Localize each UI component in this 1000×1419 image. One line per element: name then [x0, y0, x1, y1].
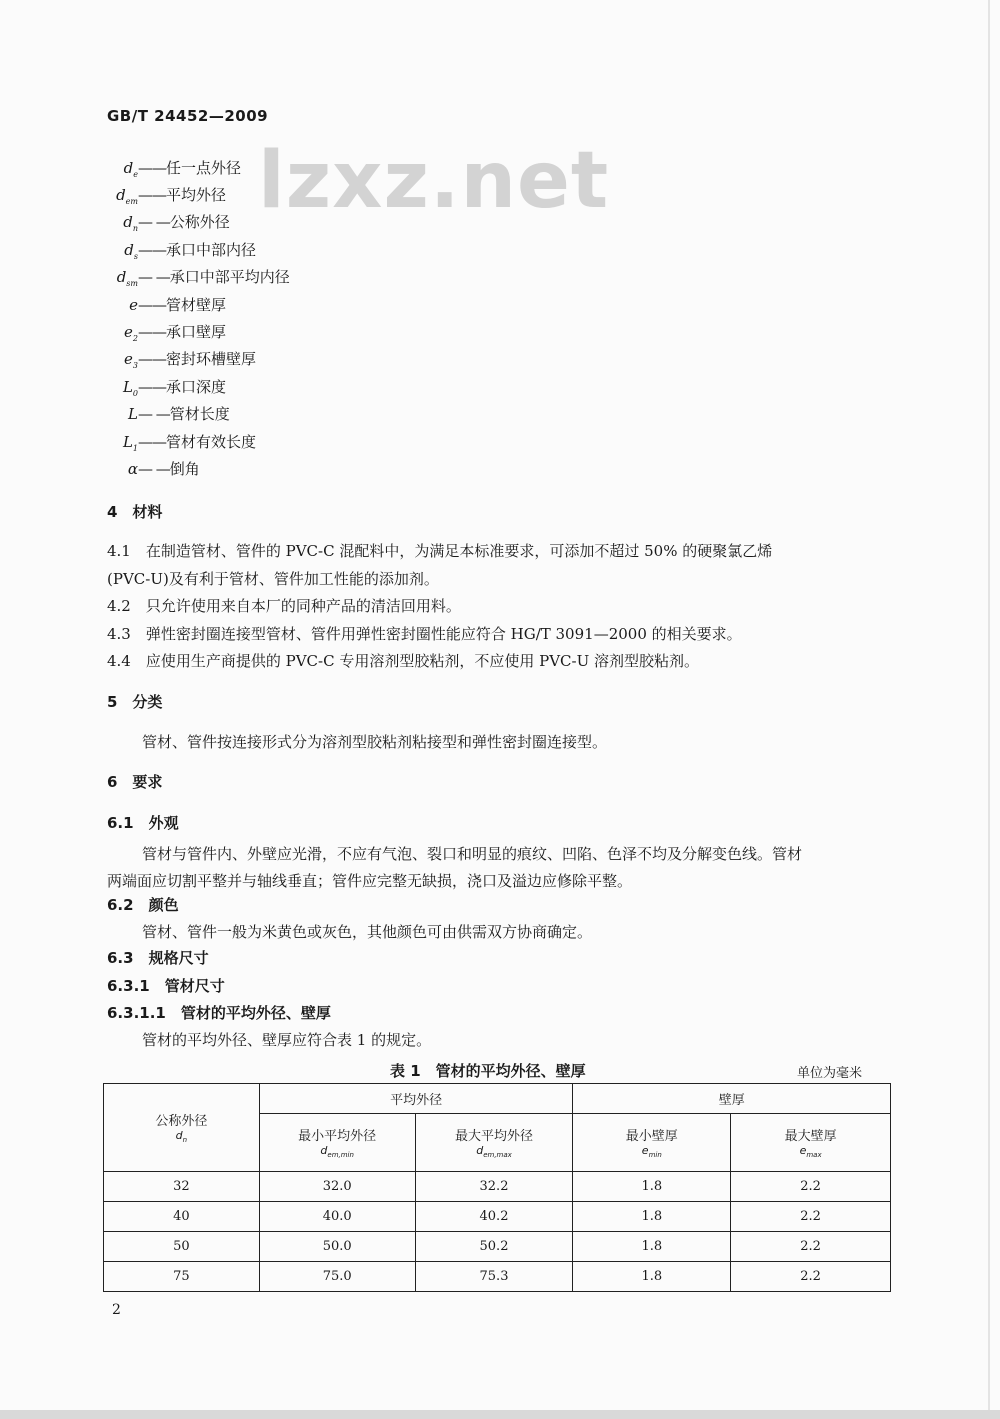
table-row: 40 40.0 40.2 1.8 2.2: [104, 1202, 891, 1232]
symbol-row: $L_0——$承口深度: [122, 378, 227, 398]
paragraph-4-1-cont: (PVC-U)及有利于管材、管件加工性能的添加剂。: [107, 570, 439, 588]
section-6-1-heading: 6.1 外观: [107, 814, 179, 832]
header-min-wall: 最小壁厚 $e_{min}$: [573, 1114, 731, 1172]
symbol-row: L— —管材长度: [128, 405, 230, 423]
table-title: 表 1 管材的平均外径、壁厚: [390, 1062, 586, 1080]
scan-edge-right: [988, 0, 990, 1419]
symbol-row: $L_1——$管材有效长度: [122, 433, 257, 453]
symbol-row: $d_s——$承口中部内径: [124, 241, 257, 261]
section-4-heading: 4 材料: [107, 503, 163, 521]
symbol-row: $d_{em}——$平均外径: [116, 186, 227, 206]
header-wall: 壁厚: [573, 1084, 891, 1114]
header-max-wall: 最大壁厚 $e_{max}$: [731, 1114, 891, 1172]
header-nominal-od: 公称外径 $d_n$: [104, 1084, 260, 1172]
symbol-row: $d_e——$任一点外径: [123, 159, 242, 179]
paragraph-4-4: 4.4 应使用生产商提供的 PVC-C 专用溶剂型胶粘剂，不应使用 PVC-U 溶剂型胶粘剂。: [107, 652, 699, 670]
header-mean-od: 平均外径: [259, 1084, 573, 1114]
paragraph-6-3-1-1: 管材的平均外径、壁厚应符合表 1 的规定。: [142, 1031, 432, 1049]
table-1: [103, 1083, 891, 1292]
symbol-row: $e_2——$承口壁厚: [124, 323, 227, 343]
symbol-row: $d_n—$ —公称外径: [123, 213, 230, 233]
paragraph-5: 管材、管件按连接形式分为溶剂型胶粘剂粘接型和弹性密封圈连接型。: [142, 733, 608, 751]
header-max-mean-od: 最大平均外径 $d_{em,max}$: [415, 1114, 573, 1172]
table-row: 32 32.0 32.2 1.8 2.2: [104, 1172, 891, 1202]
section-5-heading: 5 分类: [107, 693, 163, 711]
section-6-heading: 6 要求: [107, 773, 163, 791]
paragraph-6-1-cont: 两端面应切割平整并与轴线垂直；管件应完整无缺损，浇口及溢边应修除平整。: [107, 872, 633, 890]
paragraph-4-2: 4.2 只允许使用来自本厂的同种产品的清洁回用料。: [107, 597, 461, 615]
paragraph-6-1: 管材与管件内、外壁应光滑，不应有气泡、裂口和明显的痕纹、凹陷、色泽不均及分解变色线。管材: [142, 845, 803, 863]
table-unit: 单位为毫米: [797, 1066, 863, 1081]
standard-number: GB/T 24452—2009: [107, 107, 269, 125]
scan-edge-bottom: [0, 1410, 1000, 1419]
symbol-row: α— —倒角: [127, 460, 200, 478]
header-min-mean-od: 最小平均外径 $d_{em,min}$: [259, 1114, 415, 1172]
paragraph-4-3: 4.3 弹性密封圈连接型管材、管件用弹性密封圈性能应符合 HG/T 3091—2000 的相关要求。: [107, 625, 742, 643]
symbol-row: $e_3——$密封环槽壁厚: [124, 350, 257, 370]
section-6-2-heading: 6.2 颜色: [107, 896, 179, 914]
paragraph-6-2: 管材、管件一般为米黄色或灰色，其他颜色可由供需双方协商确定。: [142, 923, 593, 941]
table-row: 75 75.0 75.3 1.8 2.2: [104, 1262, 891, 1292]
watermark: lzxz.net: [258, 136, 610, 226]
section-6-3-heading: 6.3 规格尺寸: [107, 949, 209, 967]
table-row: 50 50.0 50.2 1.8 2.2: [104, 1232, 891, 1262]
symbol-row: $d_{sm}—$ —承口中部平均内径: [116, 268, 290, 288]
section-6-3-1-heading: 6.3.1 管材尺寸: [107, 977, 225, 995]
symbol-row: e——管材壁厚: [129, 296, 227, 314]
page-number: 2: [112, 1302, 121, 1318]
section-6-3-1-1-heading: 6.3.1.1 管材的平均外径、壁厚: [107, 1004, 331, 1022]
paragraph-4-1: 4.1 在制造管材、管件的 PVC-C 混配料中，为满足本标准要求，可添加不超过 50% 的硬聚氯乙烯: [107, 542, 773, 560]
